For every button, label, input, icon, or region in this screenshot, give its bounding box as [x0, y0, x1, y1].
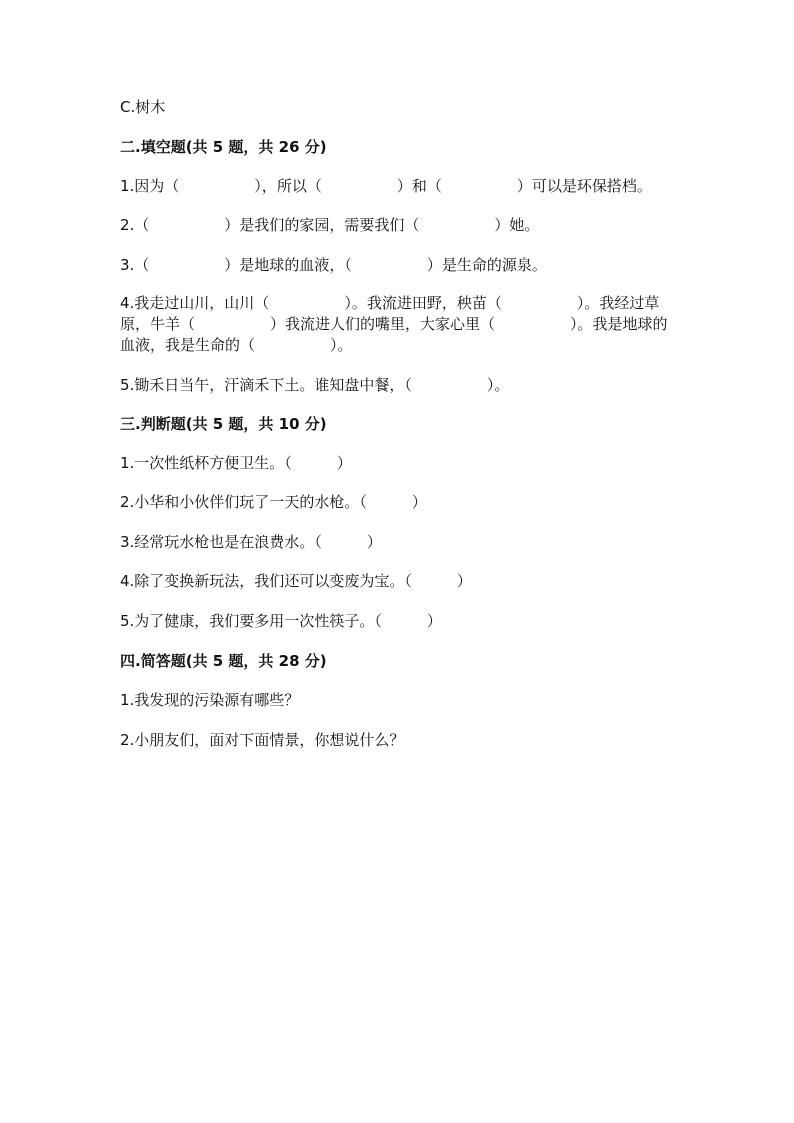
- fill-question-4: 4.我走过山川，山川（ ）。我流进田野，秧苗（ ）。我经过草原，牛羊（ ）我流进人们的嘴里，大家心里（ ）。我是地球的血液，我是生命的（ ）。: [120, 294, 668, 354]
- short-answer-question-1: 1.我发现的污染源有哪些？: [120, 691, 300, 709]
- judge-question-3: 3.经常玩水枪也是在浪费水。（ ）: [120, 533, 382, 551]
- fill-question-5: 5.锄禾日当午，汗滴禾下土。谁知盘中餐，（ ）。: [120, 376, 510, 394]
- judge-question-1: 1.一次性纸杯方便卫生。（ ）: [120, 454, 352, 472]
- section-3-title: 三.判断题(共 5 题，共 10 分): [120, 415, 327, 433]
- judge-question-5: 5.为了健康，我们要多用一次性筷子。（ ）: [120, 612, 442, 630]
- section-4-title: 四.简答题(共 5 题，共 28 分): [120, 652, 327, 670]
- short-answer-question-2: 2.小朋友们，面对下面情景，你想说什么？: [120, 731, 405, 749]
- fill-question-3: 3.（ ）是地球的血液，（ ）是生命的源泉。: [120, 256, 547, 274]
- option-c: C.树木: [120, 98, 166, 116]
- judge-question-4: 4.除了变换新玩法，我们还可以变废为宝。（ ）: [120, 572, 472, 590]
- fill-question-1: 1.因为（ ），所以（ ）和（ ）可以是环保搭档。: [120, 177, 652, 195]
- judge-question-2: 2.小华和小伙伴们玩了一天的水枪。（ ）: [120, 493, 427, 511]
- fill-question-2: 2.（ ）是我们的家园，需要我们（ ）她。: [120, 216, 540, 234]
- section-2-title: 二.填空题(共 5 题，共 26 分): [120, 138, 327, 156]
